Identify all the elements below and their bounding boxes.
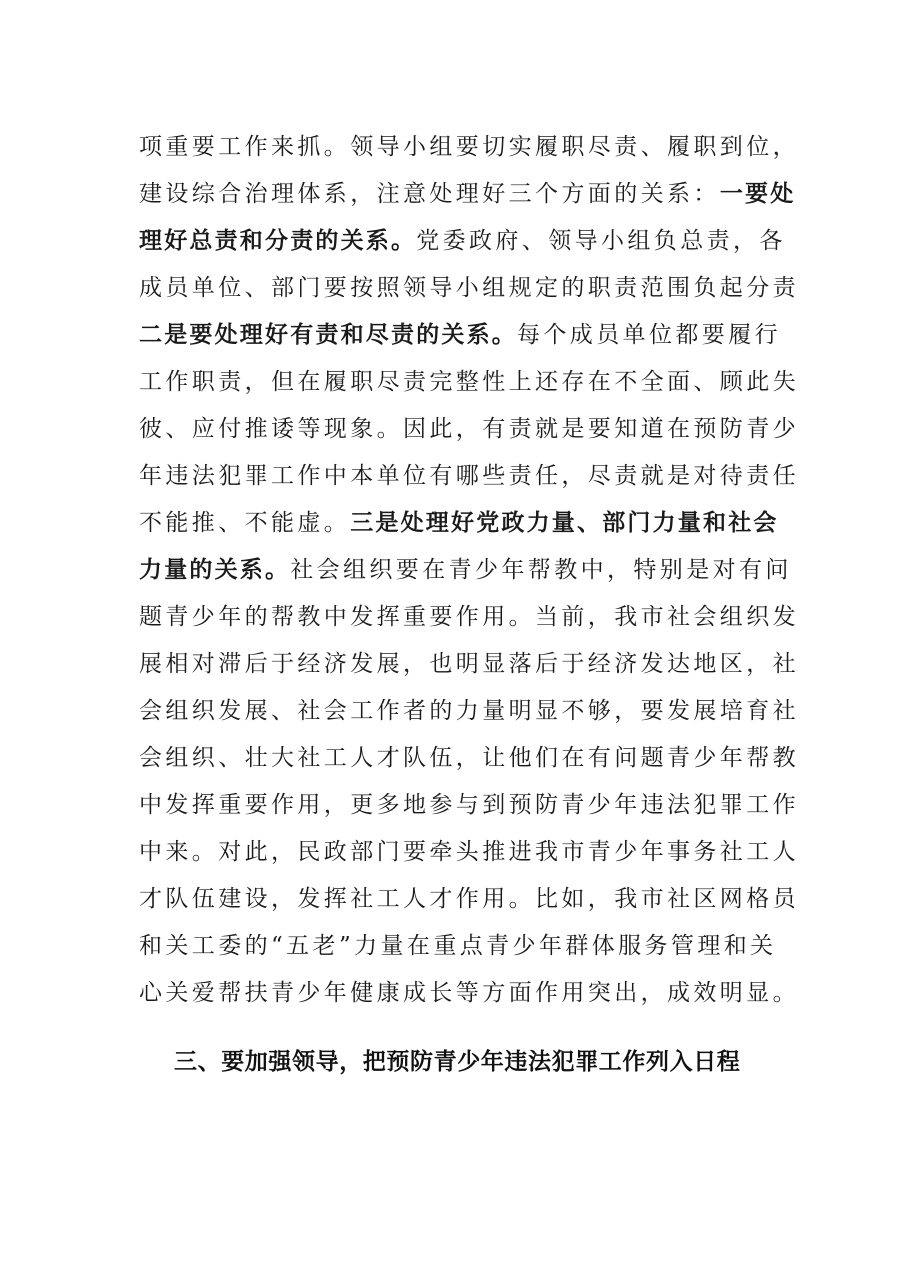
- text-run: 彼、应付推诿等现象。因此，有责就是要知道在预防青少: [139, 416, 799, 442]
- text-line: [139, 594, 799, 641]
- text-run: 会组织发展、社会工作者的力量明显不够，要发展培育社: [139, 698, 799, 724]
- text-line: [139, 970, 799, 1017]
- text-run: 才队伍建设，发挥社工人才作用。比如，我市社区网格员: [139, 886, 799, 912]
- text-line: [139, 688, 799, 735]
- text-run: 年违法犯罪工作中本单位有哪些责任，尽责就是对待责任: [139, 463, 799, 489]
- text-run: 会组织、壮大社工人才队伍，让他们在有问题青少年帮教: [139, 745, 799, 771]
- text-line: [139, 124, 799, 171]
- text-line: [139, 829, 799, 876]
- text-run: 中来。对此，民政部门要牵头推进我市青少年事务社工人: [139, 839, 799, 865]
- body-paragraph: [139, 124, 799, 1017]
- bold-text-run: 一要处: [719, 181, 796, 207]
- text-line: [139, 359, 799, 406]
- text-line: [139, 500, 779, 547]
- text-line: [139, 453, 799, 500]
- text-line: [139, 641, 799, 688]
- text-run: 工作职责，但在履职尽责完整性上还存在不全面、顾此失: [139, 369, 799, 395]
- bold-text-run: 三是处理好党政力量、部门力量和社会: [350, 510, 779, 536]
- text-run: 中发挥重要作用，更多地参与到预防青少年违法犯罪工作: [139, 792, 799, 818]
- text-line: [139, 782, 799, 829]
- text-line: [139, 218, 786, 265]
- bold-text-run: 二是要处理好有责和尽责的关系。: [139, 322, 517, 348]
- section-heading: 三、要加强领导，把预防青少年违法犯罪工作列入日程: [174, 1049, 741, 1075]
- text-run: 建设综合治理体系，注意处理好三个方面的关系：: [139, 181, 720, 207]
- text-line: [139, 312, 781, 359]
- text-line: [139, 923, 777, 970]
- text-run: 展相对滞后于经济发展，也明显落后于经济发达地区，社: [139, 651, 799, 677]
- text-line: [139, 876, 799, 923]
- text-line: [139, 171, 796, 218]
- text-run: 不能推、不能虚。: [139, 510, 351, 536]
- text-run: 党委政府、领导小组负总责，各: [416, 228, 786, 254]
- text-line: [139, 406, 799, 453]
- text-run: 每个成员单位都要履行: [517, 322, 781, 348]
- bold-text-run: 理好总责和分责的关系。: [139, 228, 417, 254]
- text-run: 项重要工作来抓。领导小组要切实履职尽责、履职到位，: [139, 134, 799, 160]
- text-line: [139, 735, 799, 782]
- text-run: 题青少年的帮教中发挥重要作用。当前，我市社会组织发: [139, 604, 799, 630]
- bold-text-run: 力量的关系。: [139, 557, 291, 583]
- text-run: 成员单位、部门要按照领导小组规定的职责范围负起分责: [139, 275, 799, 301]
- text-run: 心关爱帮扶青少年健康成长等方面作用突出，成效明显。: [139, 980, 799, 1006]
- text-run: 社会组织要在青少年帮教中，特别是对有问: [290, 557, 792, 583]
- text-line: [139, 265, 799, 312]
- text-line: [139, 547, 792, 594]
- text-run: 和关工委的“五老”力量在重点青少年群体服务管理和关: [139, 933, 777, 959]
